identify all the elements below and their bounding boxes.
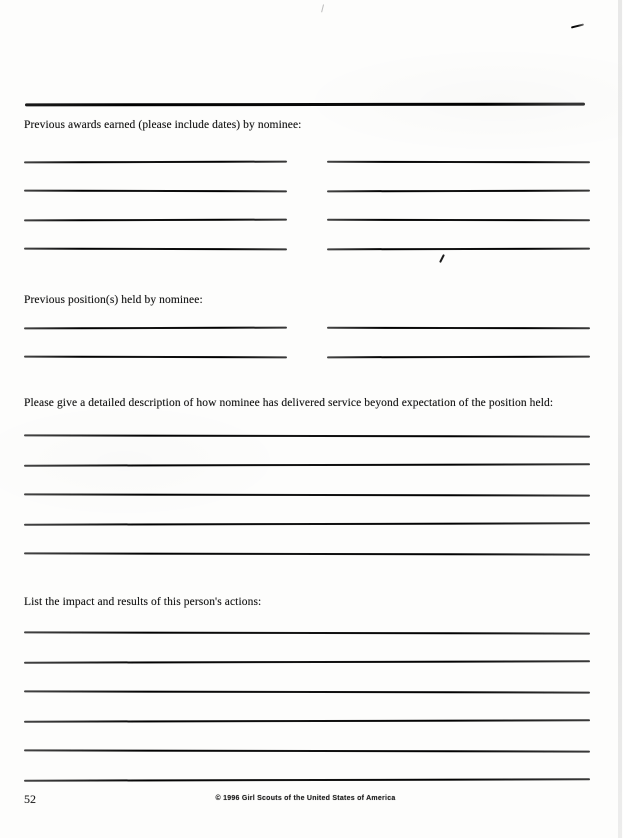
fill-line-row xyxy=(24,329,590,358)
page-number: 52 xyxy=(24,792,36,806)
fill-line-row xyxy=(24,300,590,329)
fill-line-row xyxy=(24,466,590,496)
fill-line-row xyxy=(24,752,590,782)
fill-line-row xyxy=(24,221,590,250)
section-service-description xyxy=(24,396,590,566)
previous-positions-label: Previous position(s) held by nominee: xyxy=(24,294,203,306)
fill-line-row xyxy=(24,407,590,437)
service-description-label: Please give a detailed description of how nominee has delivered service beyond expectation of the position held: xyxy=(24,397,554,409)
fill-line-row xyxy=(24,722,590,752)
fill-line-row xyxy=(24,437,590,467)
section-impact-results xyxy=(24,595,590,790)
section-previous-positions xyxy=(24,293,590,368)
previous-positions-fill-lines xyxy=(24,300,590,358)
fill-line xyxy=(327,356,590,359)
section-previous-awards xyxy=(24,118,590,258)
fill-line-row xyxy=(24,663,590,693)
fill-line-row xyxy=(24,163,590,192)
service-description-fill-lines xyxy=(24,407,590,555)
fill-line-row xyxy=(24,496,590,526)
scan-artifact-tick xyxy=(321,4,329,13)
scan-edge-shadow xyxy=(618,0,622,838)
fill-line xyxy=(24,552,590,555)
fill-line xyxy=(327,248,590,251)
previous-awards-fill-lines xyxy=(24,134,590,250)
fill-line-row xyxy=(24,192,590,221)
fill-line xyxy=(24,356,287,359)
header-rule xyxy=(25,103,585,107)
fill-line-row xyxy=(24,604,590,634)
impact-results-label: List the impact and results of this person's actions: xyxy=(24,596,262,608)
fill-line xyxy=(24,248,287,251)
fill-line xyxy=(24,778,590,781)
previous-awards-label: Previous awards earned (please include dates) by nominee: xyxy=(24,119,302,131)
impact-results-fill-lines xyxy=(24,604,590,781)
scan-artifact-check xyxy=(571,23,584,28)
fill-line-row xyxy=(24,634,590,664)
fill-line-row xyxy=(24,693,590,723)
fill-line-row xyxy=(24,525,590,555)
fill-line-row xyxy=(24,134,590,163)
copyright-text: © 1996 Girl Scouts of the United States of America xyxy=(215,795,396,802)
